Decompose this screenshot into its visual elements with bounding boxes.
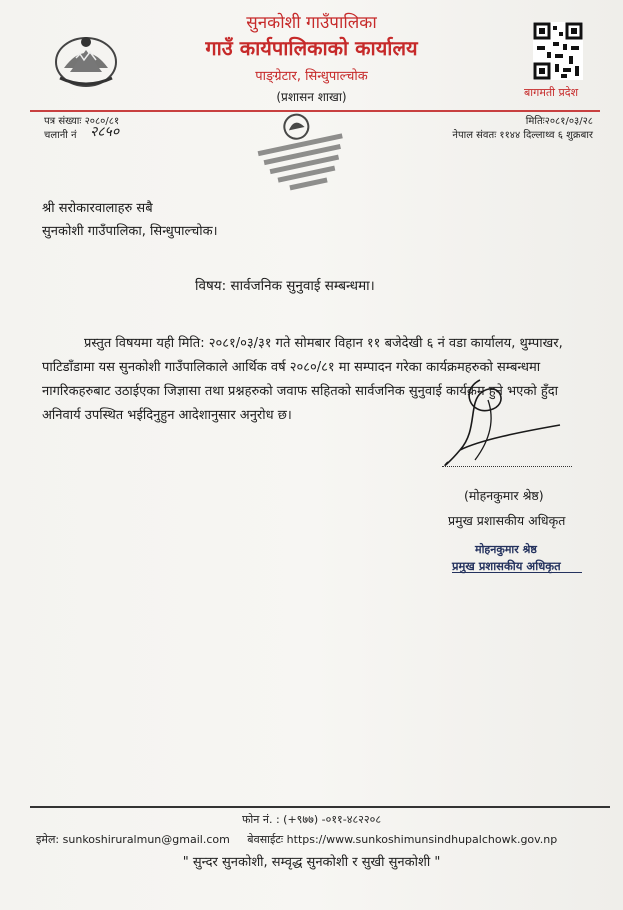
body-line-4: अनिवार्य उपस्थित भईदिनुहुन आदेशानुसार अनुरोध छ। xyxy=(42,408,292,423)
body-line-1: प्रस्तुत विषयमा यही मिति: २०८१/०३/३१ गते सोमबार विहान ११ बजेदेखी ६ नं वडा कार्यालय, थुम्पाखर, xyxy=(84,336,563,351)
addressee-line-2: सुनकोशी गाउँपालिका, सिन्धुपाल्चोक। xyxy=(42,224,218,239)
addressee-line-1: श्री सरोकारवालाहरु सबै xyxy=(42,201,153,216)
handwritten-signature xyxy=(420,370,580,480)
signature-line xyxy=(442,466,572,467)
footer-phone: फोन नं. : (+९७७) -०११-४८२२०८ xyxy=(241,813,382,826)
body-line-3: नागरिकहरुबाट उठाईएका जिज्ञासा तथा प्रश्नहरुको जवाफ सहितको सार्वजनिक सुनुवाई कार्यक्रम हुने भएको हुँदा xyxy=(42,384,558,399)
email-label: इमेल: xyxy=(36,833,60,846)
footer-contact xyxy=(36,832,557,847)
qr-code-icon xyxy=(533,22,583,80)
province-label: बागमती प्रदेश xyxy=(524,86,579,99)
branch-name: (प्रशासन शाखा) xyxy=(276,90,347,104)
email-link[interactable]: sunkoshiruralmun@gmail.com xyxy=(62,833,230,846)
body-line-2: पाटिडाँडामा यस सुनकोशी गाउँपालिकाले आर्थिक वर्ष २०८०/८१ मा सम्पादन गरेका कार्यक्रमहरुको सम्बन्धमा xyxy=(42,360,541,375)
office-name: गाउँ कार्यपालिकाको कार्यालय xyxy=(205,36,418,60)
dispatch-number: २८५० xyxy=(90,124,120,140)
footer-divider xyxy=(30,806,610,808)
signatory-title: प्रमुख प्रशासकीय अधिकृत xyxy=(448,513,566,528)
letter-number: पत्र संख्याः २०८०/८१ xyxy=(44,116,120,127)
dispatch-label: चलानी नं xyxy=(44,130,77,141)
signatory-name: (मोहनकुमार श्रेष्ठ) xyxy=(464,488,544,503)
seal-underline xyxy=(452,572,582,573)
subject-line: विषय: सार्वजनिक सुनुवाई सम्बन्धमा। xyxy=(195,278,375,294)
footer-motto: " सुन्दर सुनकोशी, सम्वृद्ध सुनकोशी र सुखी सुनकोशी " xyxy=(182,855,441,870)
office-address: पाङ्ग्रेटार, सिन्धुपाल्चोक xyxy=(255,69,368,84)
municipality-name: सुनकोशी गाउँपालिका xyxy=(246,13,377,33)
letter-date: मितिः२०८१/०३/२८ xyxy=(525,116,593,127)
seal-title: प्रमुख प्रशासकीय अधिकृत xyxy=(452,559,561,573)
office-stamp-icon xyxy=(248,108,358,208)
nepal-samvat-date: नेपाल संवतः ११४४ दिल्लाथ्व ६ शुक्रबार xyxy=(452,130,593,141)
website-link[interactable]: https://www.sunkoshimunsindhupalchowk.gov.np xyxy=(286,833,558,846)
website-label: बेवसाईटः xyxy=(247,833,284,846)
seal-name: मोहनकुमार श्रेष्ठ xyxy=(475,543,537,556)
